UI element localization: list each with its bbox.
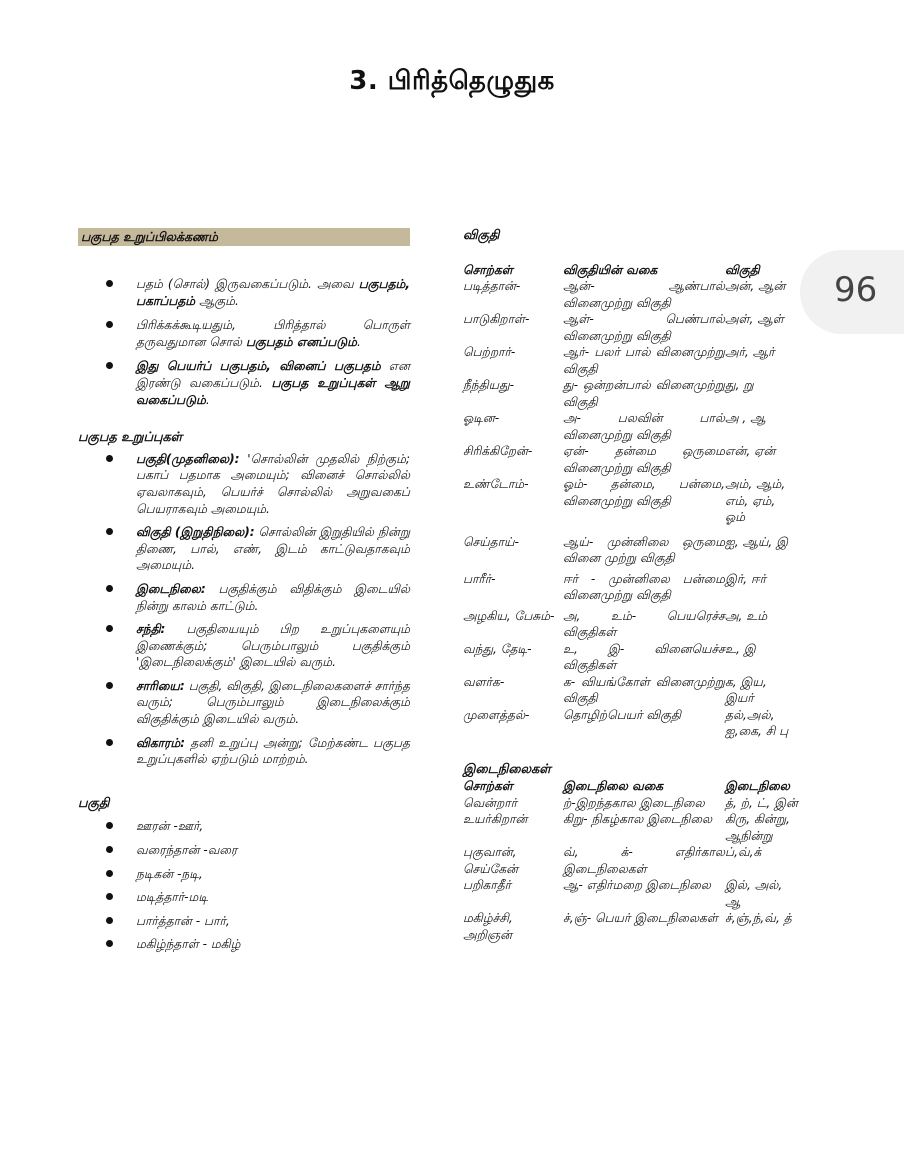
- word-cell: ஓடின-: [463, 411, 500, 425]
- intro-list: [78, 276, 410, 408]
- type-cell: ஆய்- முன்னிலை ஒருமை வினை முற்று விகுதி: [563, 534, 725, 565]
- word-cell: புகுவான், செய்கேன்: [463, 845, 518, 876]
- type-cell: ஈர் - முன்னிலை பன்மை வினைமுற்று விகுதி: [563, 571, 725, 602]
- intro-item: இது பெயர்ப் பகுபதம், வினைப் பகுபதம் என இரண்டு வகைப்படும். பகுபத உறுப்புகள் ஆறு வகைப்படும்.: [78, 358, 410, 408]
- suffix-cell: ஐ, ஆய், இ: [725, 534, 788, 549]
- type-cell: உ, இ- வினையெச்ச விகுதிகள்: [563, 641, 725, 672]
- suffix-cell: என், ஏன்: [725, 444, 776, 458]
- type-cell: ஆன்- ஆண்பால் வினைமுற்று விகுதி: [563, 279, 725, 310]
- left-column: [78, 228, 410, 953]
- type-cell: ற்-இறந்தகால இடைநிலை: [563, 795, 705, 810]
- page-number-tab: [800, 250, 904, 334]
- word-cell: செய்தாய்-: [463, 534, 519, 549]
- vikuthi-heading: விகுதி: [463, 228, 500, 243]
- type-cell: வ், க்- எதிர்கால இடைநிலைகள்: [563, 845, 725, 876]
- column-header: இடைநிலை: [725, 779, 790, 793]
- infix-cell: இல், அல், ஆ: [725, 878, 783, 909]
- column-header: விகுதி: [725, 262, 760, 277]
- right-column: [463, 228, 798, 943]
- example-item: ஊரன் -ஊர்,: [78, 818, 410, 835]
- part-item: பகுதி(முதனிலை): 'சொல்லின் முதலில் நிற்கும்; பகாப் பதமாக அமையும்; வினைச் சொல்லில் ஏவலாகவும், பெயர்ச் சொல்லில் அறுவகைப் பெயராகவும் அமையும்.: [78, 451, 410, 517]
- column-header: சொற்கள்: [463, 262, 513, 277]
- idainilai-table: [463, 778, 798, 943]
- page-title: 3. பிரித்தெழுதுக: [349, 66, 555, 96]
- suffix-cell: அர், ஆர்: [725, 345, 775, 359]
- word-cell: உயர்கிறான்: [463, 812, 528, 826]
- type-cell: ச்,ஞ்- பெயர் இடைநிலைகள்: [563, 911, 718, 925]
- suffix-cell: அ , ஆ: [725, 411, 766, 425]
- column-header: விகுதியின் வகை: [563, 262, 658, 277]
- part-item: விகுதி (இறுதிநிலை): சொல்லின் இறுதியில் நின்று திணை, பால், எண், இடம் காட்டுவதாகவும் அமையும்.: [78, 524, 410, 574]
- example-item: மடித்தார்-மடி: [78, 889, 410, 906]
- part-item: இடைநிலை: பகுதிக்கும் விதிக்கும் இடையில் நின்று காலம் காட்டும்.: [78, 581, 410, 614]
- parts-heading: பகுபத உறுப்புகள்: [78, 430, 183, 446]
- suffix-cell: உ, இ: [725, 641, 756, 656]
- example-item: மகிழ்ந்தாள் - மகிழ்: [78, 936, 410, 953]
- suffix-cell: அம், ஆம், எம், ஏம், ஓம்: [725, 477, 786, 524]
- type-cell: ஏன்- தன்மை ஒருமை வினைமுற்று விகுதி: [563, 444, 725, 475]
- infix-cell: ப்,வ்,க்: [725, 845, 762, 859]
- suffix-cell: தல்,அல், ஐ,கை, சி பு: [725, 707, 789, 738]
- word-cell: வளர்க-: [463, 674, 505, 689]
- word-cell: அழகிய, பேசும்-: [463, 608, 555, 623]
- word-cell: நீந்தியது-: [463, 378, 515, 392]
- type-cell: ஆர்- பலர் பால் வினைமுற்று விகுதி: [563, 345, 725, 376]
- word-cell: பறிகாதீர்: [463, 878, 512, 892]
- word-cell: பாடுகிறாள்-: [463, 312, 530, 326]
- parts-list: [78, 451, 410, 768]
- word-cell: படித்தான்-: [463, 279, 521, 293]
- example-item: பார்த்தான் - பார்,: [78, 913, 410, 930]
- part-item: சாரியை: பகுதி, விகுதி, இடைநிலைகளைச் சார்ந்த வரும்; பெரும்பாலும் இடைநிலைக்கும் விகுதிக்கும் இடையில் வரும்.: [78, 678, 410, 728]
- type-cell: ஆள்- பெண்பால் வினைமுற்று விகுதி: [563, 312, 725, 343]
- infix-cell: த், ற், ட், இன்: [725, 795, 798, 810]
- suffix-cell: அன், ஆன்: [725, 279, 786, 293]
- suffix-cell: து, று: [725, 378, 754, 392]
- type-cell: கிறு- நிகழ்கால இடைநிலை: [563, 812, 713, 826]
- section-band-title: பகுபத உறுப்பிலக்கணம்: [78, 228, 410, 246]
- part-item: விகாரம்: தனி உறுப்பு அன்று; மேற்கண்ட பகுபத உறுப்புகளில் ஏற்படும் மாற்றம்.: [78, 735, 410, 768]
- vikuthi-table: [463, 262, 798, 740]
- type-cell: அ, உம்- பெயரெச்ச விகுதிகள்: [563, 608, 725, 639]
- suffix-cell: க, இய, இயர்: [725, 674, 767, 705]
- example-item: நடிகன் -நடி,: [78, 866, 410, 883]
- word-cell: வென்றார்: [463, 795, 517, 810]
- word-cell: பாரீர்-: [463, 571, 496, 586]
- suffix-cell: அ, உம்: [725, 608, 768, 623]
- word-cell: முளைத்தல்-: [463, 707, 530, 722]
- type-cell: க- வியங்கோள் வினைமுற்று விகுதி: [563, 674, 725, 705]
- suffix-cell: அள், ஆள்: [725, 312, 784, 326]
- column-header: சொற்கள்: [463, 779, 513, 793]
- type-cell: அ- பலவின் பால் வினைமுற்று விகுதி: [563, 411, 725, 442]
- word-cell: சிரிக்கிறேன்-: [463, 444, 533, 458]
- word-cell: வந்து, தேடி-: [463, 641, 532, 656]
- type-cell: து- ஒன்றன்பால் வினைமுற்று விகுதி: [563, 378, 725, 409]
- word-cell: மகிழ்ச்சி, அறிஞன்: [463, 911, 513, 942]
- pakuthi-heading: பகுதி: [78, 795, 110, 811]
- infix-cell: கிரு, கின்று, ஆநின்று: [725, 812, 790, 843]
- idainilai-heading: இடைநிலைகள்: [463, 761, 551, 777]
- example-item: வரைந்தான் -வரை: [78, 842, 410, 859]
- word-cell: உண்டோம்-: [463, 477, 529, 491]
- page-number: 96: [834, 270, 878, 310]
- pakuthi-examples: [78, 818, 410, 953]
- suffix-cell: இர், ஈர்: [725, 571, 766, 586]
- intro-item: பிரிக்கக்கூடியதும், பிரித்தால் பொருள் தருவதுமான சொல் பகுபதம் எனப்படும்.: [78, 317, 410, 350]
- type-cell: ஆ- எதிர்மறை இடைநிலை: [563, 878, 711, 892]
- intro-item: பதம் (சொல்) இருவகைப்படும். அவை பகுபதம், பகாப்பதம் ஆகும்.: [78, 276, 410, 309]
- type-cell: தொழிற்பெயர் விகுதி: [563, 707, 681, 722]
- word-cell: பெற்றார்-: [463, 345, 516, 359]
- type-cell: ஓம்- தன்மை, பன்மை, வினைமுற்று விகுதி: [563, 477, 725, 508]
- column-header: இடைநிலை வகை: [563, 779, 664, 793]
- infix-cell: ச்,ஞ்,ந்,வ், த்: [725, 911, 792, 925]
- part-item: சந்தி: பகுதியையும் பிற உறுப்புகளையும் இணைக்கும்; பெரும்பாலும் பகுதிக்கும் 'இடைநிலைக்கும்' இடையில் வரும்.: [78, 621, 410, 671]
